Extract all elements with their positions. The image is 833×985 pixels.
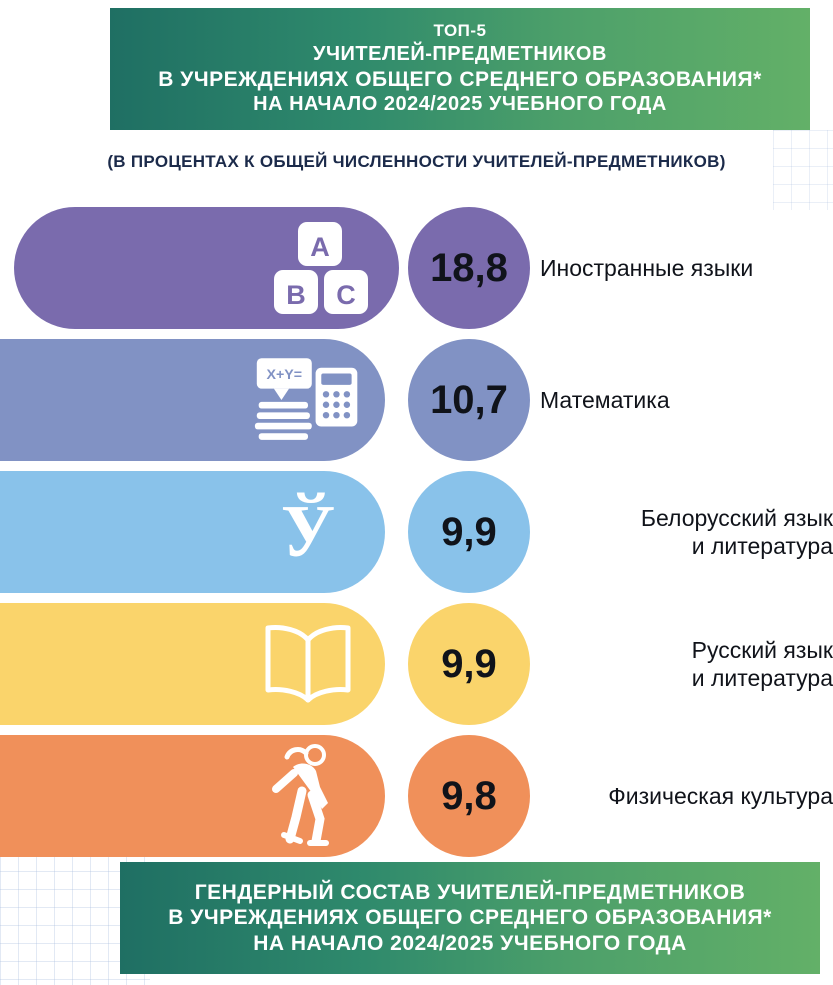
header-line-4: НА НАЧАЛО 2024/2025 УЧЕБНОГО ГОДА [253,93,667,116]
svg-text:C: C [336,280,356,310]
footer-line-3: НА НАЧАЛО 2024/2025 УЧЕБНОГО ГОДА [253,931,687,955]
value-bubble-belarusian-language: 9,9 [408,471,530,593]
bar-physical-education [0,735,385,857]
value-bubble-foreign-languages: 18,8 [408,207,530,329]
calculator-icon [253,348,363,452]
category-label-line: Иностранные языки [540,254,754,281]
category-label-line: Русский язык [691,636,833,663]
letter-u-short-icon [253,480,363,584]
header-banner [110,8,810,130]
svg-text:B: B [286,280,306,310]
category-label-line: Физическая культура [608,782,833,809]
chart-row [0,467,833,597]
bar-mathematics [0,339,385,461]
header-line-2: УЧИТЕЛЕЙ-ПРЕДМЕТНИКОВ [313,43,607,66]
footer-banner [120,862,820,974]
chart-row [0,203,833,333]
svg-text:A: A [310,232,330,262]
category-label-physical-education [540,731,833,861]
category-label-russian-language [540,599,833,729]
value-bubble-russian-language: 9,9 [408,603,530,725]
category-label-foreign-languages [540,203,833,333]
basketball-player-icon [253,744,363,848]
value-bubble-physical-education: 9,8 [408,735,530,857]
chart-row [0,599,833,729]
chart-row [0,731,833,861]
chart-row [0,335,833,465]
svg-text:X+Y=: X+Y= [266,367,303,384]
bar-foreign-languages [14,207,399,329]
category-label-line: и литература [691,665,833,691]
chart-area [0,203,833,863]
header-line-1: ТОП-5 [433,21,487,41]
bar-belarusian-language [0,471,385,593]
category-label-belarusian-language [540,467,833,597]
category-label-line: Математика [540,386,670,413]
category-label-line: Белорусский язык [640,504,833,531]
category-label-mathematics [540,335,833,465]
chart-subtitle: (В ПРОЦЕНТАХ К ОБЩЕЙ ЧИСЛЕННОСТИ УЧИТЕЛЕЙ-ПРЕДМЕТНИКОВ) [107,152,726,171]
alphabet-blocks-icon [267,216,377,320]
category-label-line: и литература [691,533,833,559]
footer-line-2: В УЧРЕЖДЕНИЯХ ОБЩЕГО СРЕДНЕГО ОБРАЗОВАНИЯ* [168,906,772,930]
footer-line-1: ГЕНДЕРНЫЙ СОСТАВ УЧИТЕЛЕЙ-ПРЕДМЕТНИКОВ [194,880,746,904]
header-line-3: В УЧРЕЖДЕНИЯХ ОБЩЕГО СРЕДНЕГО ОБРАЗОВАНИЯ* [158,67,762,91]
open-book-icon [253,612,363,716]
value-bubble-mathematics: 10,7 [408,339,530,461]
bar-russian-language [0,603,385,725]
letter-u-short-glyph: Ў [280,491,336,573]
